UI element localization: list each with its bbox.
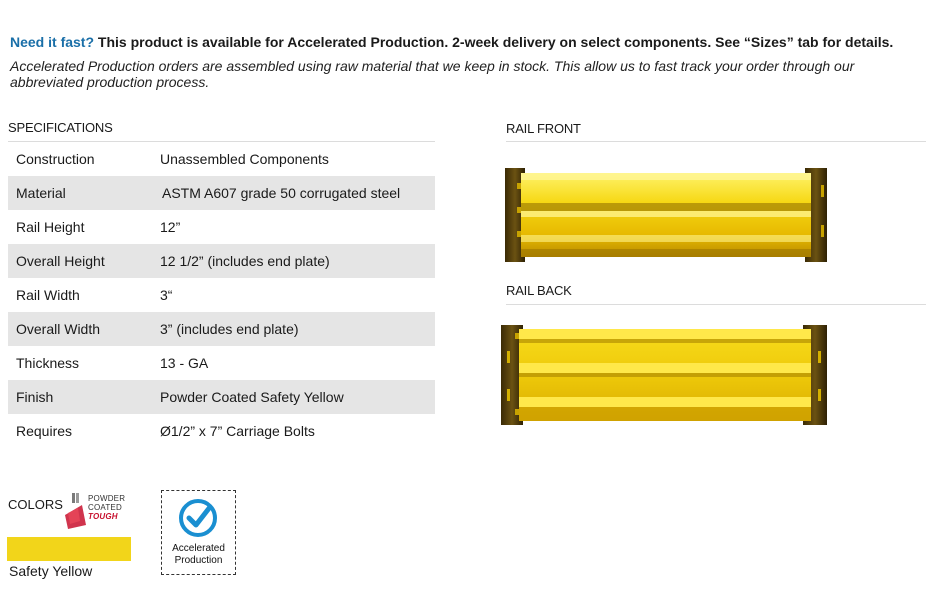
spec-row-construction	[8, 142, 435, 176]
spec-row-overall-height	[8, 244, 435, 278]
spec-label: Finish	[16, 389, 54, 405]
notice-highlight: Need it fast?	[10, 34, 95, 50]
powder-coated-tough-logo	[64, 491, 126, 531]
rail-front-image	[505, 165, 830, 265]
spec-value: 13 - GA	[160, 355, 209, 371]
spec-label: Rail Width	[16, 287, 80, 303]
badge-line-2: Production	[174, 555, 223, 566]
spec-label: Thickness	[16, 355, 80, 371]
powder-coated-tough-icon	[64, 491, 88, 531]
spec-row-requires	[8, 414, 435, 448]
spec-row-rail-height	[8, 210, 435, 244]
logo-line-2: COATED	[88, 503, 122, 512]
spec-row-material	[8, 176, 435, 210]
specifications-title: SPECIFICATIONS	[8, 120, 113, 135]
rail-back-title: RAIL BACK	[506, 283, 572, 298]
spec-value: Unassembled Components	[160, 151, 329, 167]
spec-label: Requires	[16, 423, 73, 439]
spec-value: Powder Coated Safety Yellow	[160, 389, 344, 405]
accelerated-notice	[10, 34, 930, 51]
spec-value: 12 1/2” (includes end plate)	[160, 253, 330, 269]
spec-row-finish	[8, 380, 435, 414]
accelerated-production-badge	[161, 490, 236, 575]
logo-line-3: TOUGH	[88, 512, 118, 521]
rail-back-divider	[506, 304, 926, 305]
spec-value: 12”	[160, 219, 181, 235]
spec-label: Rail Height	[16, 219, 85, 235]
logo-line-1: POWDER	[88, 494, 126, 503]
colors-title: COLORS	[8, 497, 63, 512]
specifications-table	[8, 142, 435, 448]
spec-label: Construction	[16, 151, 95, 167]
rail-front-divider	[506, 141, 926, 142]
spec-row-rail-width	[8, 278, 435, 312]
spec-row-thickness	[8, 346, 435, 380]
rail-front-title: RAIL FRONT	[506, 121, 581, 136]
spec-value: 3“	[160, 287, 173, 303]
spec-label: Overall Width	[16, 321, 101, 337]
spec-value: Ø1/2” x 7” Carriage Bolts	[160, 423, 315, 439]
badge-line-1: Accelerated	[172, 543, 225, 554]
check-circle-icon	[177, 497, 219, 539]
spec-value: 3” (includes end plate)	[160, 321, 299, 337]
spec-label: Material	[16, 185, 66, 201]
color-swatch-safety-yellow	[7, 537, 131, 561]
spec-row-overall-width	[8, 312, 435, 346]
notice-text: This product is available for Accelerated Production. 2-week delivery on select components. See “Sizes” tab for details.	[94, 34, 894, 50]
spec-label: Overall Height	[16, 253, 105, 269]
accelerated-note: Accelerated Production orders are assembled using raw material that we keep in stock. This allow us to fast track your order through our abbreviated production process.	[10, 58, 855, 90]
spec-value: ASTM A607 grade 50 corrugated steel	[162, 185, 401, 201]
rail-back-image	[501, 323, 831, 427]
badge-label	[162, 543, 235, 567]
color-swatch-label: Safety Yellow	[9, 563, 93, 579]
